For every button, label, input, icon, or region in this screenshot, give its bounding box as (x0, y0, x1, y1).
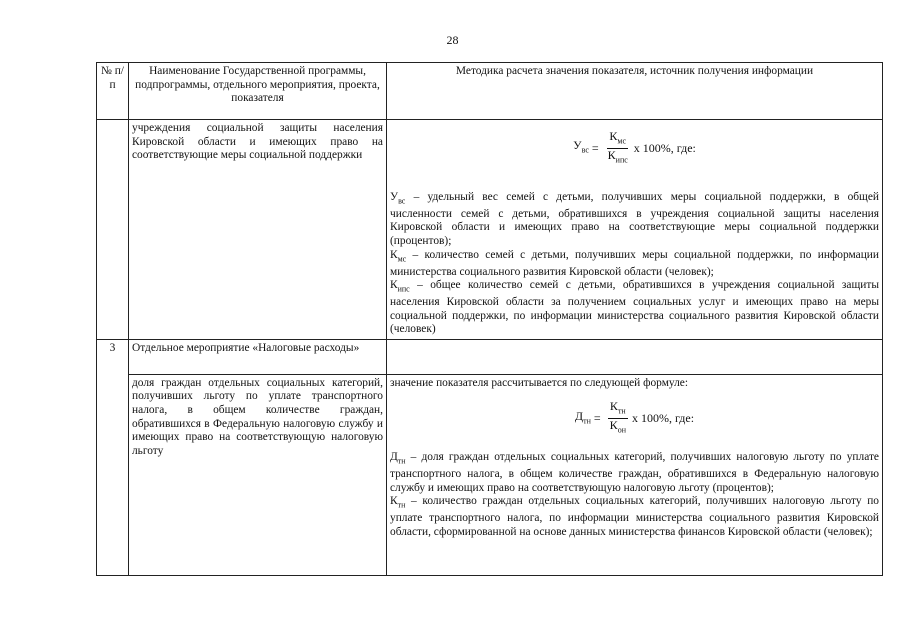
formula-fraction: $\frac{К_{тн}}{К_{он}}$ (609, 399, 626, 435)
row-num (97, 374, 129, 575)
definition: $К_{тн}$ – количество граждан отдельных социальных категорий, получивших налоговую льготу по уплате транспортного налога, по информации министерства социального развития Кировской области, сформированной на основе данных министерства финансов Кировской области (человек); (390, 495, 879, 538)
method-cell (387, 120, 883, 340)
formula-tail: х 100%, где: (631, 411, 695, 426)
formula-lhs: $У_{вс}$ (573, 138, 589, 155)
row-num (97, 120, 129, 340)
indicator-name: доля граждан отдельных социальных категорий, получивших льготу по уплате транспортного налога, в общем количестве граждан, обратившихся в Федеральную налоговую службу и имеющих право на соответствующую налоговую льготу (129, 374, 387, 575)
header-method: Методика расчета значения показателя, источник получения информации (387, 63, 883, 120)
formula-tail: х 100%, где: (633, 140, 696, 155)
table-row (97, 339, 883, 374)
formula: $У_{вс}$ = $\frac{К_{мс}}{К_{ипс}}$ х 100%, где: (390, 130, 879, 167)
row-num: 3 (97, 339, 129, 374)
header-num: № п/п (97, 63, 129, 120)
method-cell (387, 374, 883, 575)
formula-lhs: $Д_{тн}$ (574, 408, 591, 426)
method-cell (387, 339, 883, 374)
table-row (97, 120, 883, 340)
table-row (97, 374, 883, 575)
formula-intro: значение показателя рассчитывается по следующей формуле: (390, 376, 688, 389)
indicator-table (96, 62, 883, 576)
formula: $Д_{тн}$ = $\frac{К_{тн}}{К_{он}}$ х 100%, где: (390, 400, 879, 437)
table-header-row (97, 63, 883, 120)
definition: $К_{ипс}$ – общее количество семей с детьми, обратившихся в учреждения социальной защиты населения Кировской области за получением социальных услуг и имеющих право на меры социальной поддержки, по информации министерства социального развития Кировской области (человек) (390, 279, 879, 336)
header-name: Наименование Государственной программы, подпрограммы, отдельного мероприятия, проекта, показателя (129, 63, 387, 120)
indicator-name: учреждения социальной защиты населения Кировской области и имеющих право на соответствующие меры социальной поддержки (129, 120, 387, 340)
formula-fraction: $\frac{К_{мс}}{К_{ипс}}$ (607, 129, 628, 165)
definition: $Д_{тн}$ – доля граждан отдельных социальных категорий, получивших налоговую льготу по уплате транспортного налога, в общем количестве граждан, обратившихся в Федеральную налоговую службу и имеющих право на соответствующую налоговую льготу (процентов); (390, 451, 879, 494)
page-number: 28 (446, 33, 459, 47)
definition: $У_{вс}$ – удельный вес семей с детьми, получивших меры социальной поддержки, в общей численности семей с детьми, обратившихся в учреждения социальной защиты населения Кировской области и имеющих право на соответствующие меры социальной поддержки (процентов); (390, 190, 879, 248)
indicator-name: Отдельное мероприятие «Налоговые расходы» (129, 339, 387, 374)
definition: $К_{мс}$ – количество семей с детьми, получивших меры социальной поддержки, по информации министерства социального развития Кировской области (человек); (390, 248, 879, 278)
